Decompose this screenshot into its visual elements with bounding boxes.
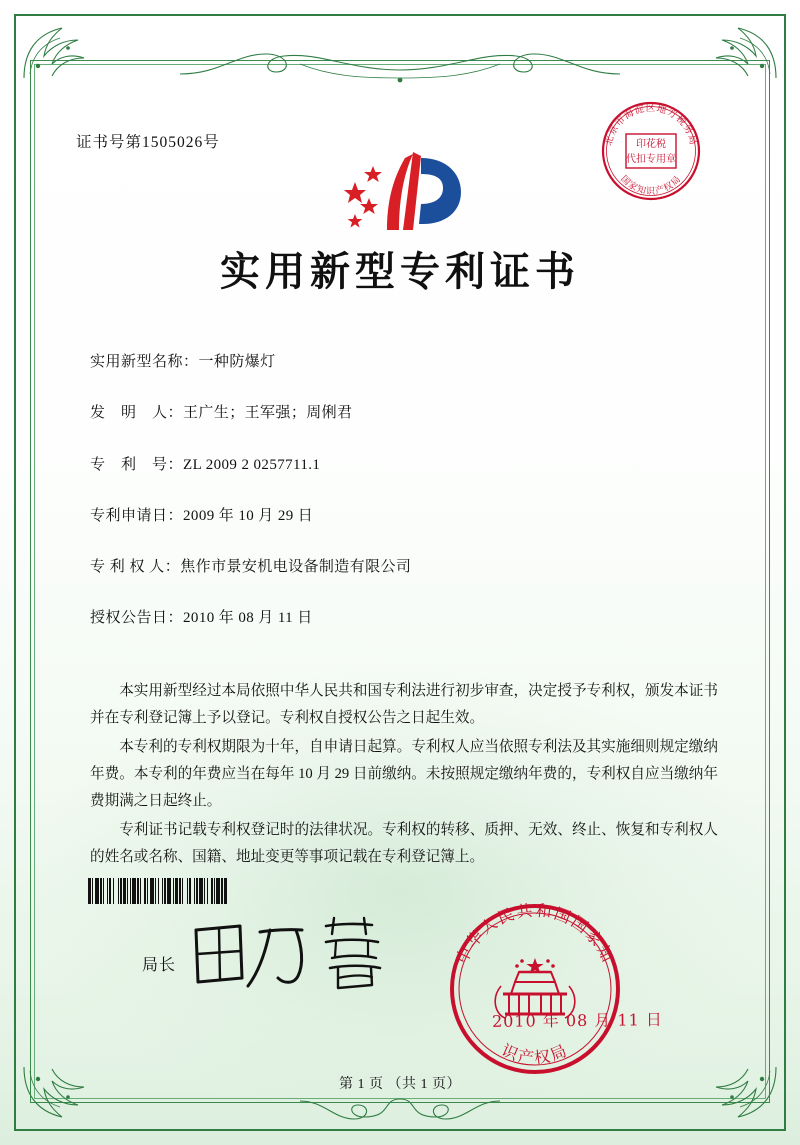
field-value: 2009 年 10 月 29 日 <box>183 507 314 524</box>
field-value: ZL 2009 2 0257711.1 <box>183 456 321 473</box>
field-label: 发 明 人： <box>90 405 184 422</box>
paragraph: 本专利的专利权期限为十年，自申请日起算。专利权人应当依照专利法及其实施细则规定缴纳年费。本专利的年费应当在每年 10 月 29 日前缴纳。未按照规定缴纳年费的，专利权自应当缴纳年费期满之日起终止。 <box>90 738 718 809</box>
field-value: 2010 年 08 月 11 日 <box>183 610 313 627</box>
certificate-number: 证书号第1505026号 <box>76 134 220 151</box>
field-label: 实用新型名称： <box>90 354 199 370</box>
field-value: 一种防爆灯 <box>198 354 276 370</box>
field-value: 焦作市景安机电设备制造有限公司 <box>180 559 412 575</box>
paragraph: 本实用新型经过本局依照中华人民共和国专利法进行初步审查，决定授予专利权，颁发本证书并在专利登记簿上予以登记。专利权自授权公告之日起生效。 <box>90 683 718 726</box>
page-footer: 第 1 页 （共 1 页） <box>339 1077 461 1092</box>
field-row <box>90 557 720 577</box>
svg-text:识产权局: 识产权局 <box>498 1040 572 1068</box>
field-row <box>90 352 720 372</box>
top-scroll-ornament-icon <box>180 40 620 86</box>
field-label: 专 利 权 人： <box>90 559 181 575</box>
field-label: 专 利 号： <box>90 456 184 473</box>
field-row <box>90 403 720 423</box>
field-row <box>90 455 720 475</box>
field-row <box>90 506 720 526</box>
corner-ornament-icon <box>22 22 94 80</box>
svg-text:北京市海淀区地方税务局: 北京市海淀区地方税务局 <box>603 103 699 147</box>
svg-text:中华人民共和国国家知: 中华人民共和国国家知 <box>452 900 618 967</box>
field-value: 王广生；王军强；周俐君 <box>183 405 353 422</box>
corner-ornament-icon <box>706 22 778 80</box>
patent-office-logo-icon <box>0 140 800 235</box>
svg-text:印花税: 印花税 <box>636 139 666 150</box>
page-title: 实用新型专利证书 <box>220 248 580 295</box>
paragraph: 专利证书记载专利权登记时的法律状况。专利权的转移、质押、无效、终止、恢复和专利权人的姓名或名称、国籍、地址变更等事项记载在专利登记簿上。 <box>90 821 718 865</box>
field-row <box>90 608 720 628</box>
svg-text:代扣专用章: 代扣专用章 <box>626 154 676 165</box>
field-label: 专利申请日： <box>90 507 184 524</box>
field-label: 授权公告日： <box>90 610 184 627</box>
date-stamp: 2010 年 08 月 11 日 <box>491 1010 663 1031</box>
field-list <box>90 352 720 660</box>
official-seal-stamp-icon <box>446 900 624 1078</box>
signature-handwriting <box>186 912 396 998</box>
barcode <box>88 878 336 904</box>
svg-text:国家知识产权局: 国家知识产权局 <box>618 174 684 197</box>
body-text <box>90 678 718 873</box>
bottom-scroll-ornament-icon <box>300 1093 500 1127</box>
signature-label: 局长 <box>142 957 177 974</box>
